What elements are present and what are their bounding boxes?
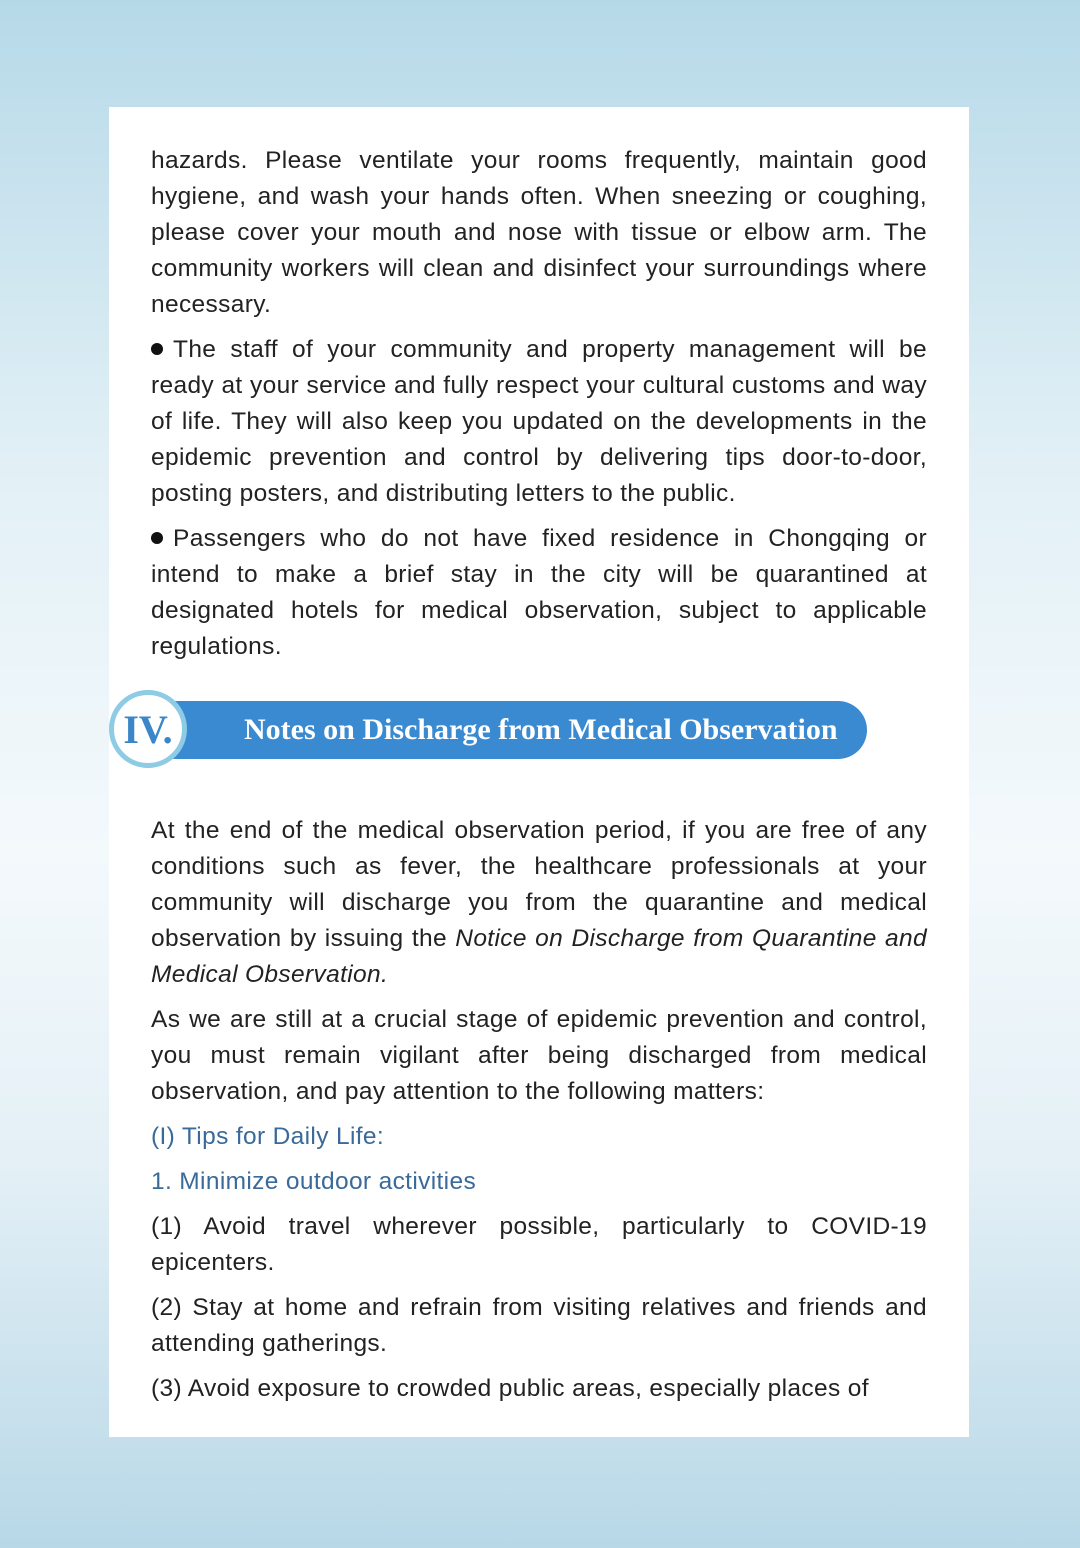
bullet-item-staff: The staff of your community and property management will be ready at your service and fully respect your cultural customs and way of life. They will also keep you updated on the developments in the epidemic prevention and control by delivering tips door-to-door, posting posters, and distributing letters to the public. (151, 336, 927, 507)
section-numeral: IV. (123, 706, 173, 752)
bullet-item-passengers: Passengers who do not have fixed residence in Chongqing or intend to make a brief stay in the city will be quarantined at designated hotels for medical observation, subject to applicable regulations. (151, 525, 927, 660)
paragraph-hazards: hazards. Please ventilate your rooms frequently, maintain good hygiene, and wash your hands often. When sneezing or coughing, please cover your mouth and nose with tissue or elbow arm. The community workers will clean and disinfect your surroundings where necessary. (151, 147, 927, 318)
list-item-avoid-crowds: (3) Avoid exposure to crowded public areas, especially places of (151, 1375, 869, 1402)
document-page (109, 107, 969, 1437)
bullet-icon (151, 343, 163, 355)
bottom-text-section (151, 813, 927, 1416)
bullet-icon (151, 532, 163, 544)
paragraph-vigilant: As we are still at a crucial stage of epidemic prevention and control, you must remain vigilant after being discharged from medical observation, and pay attention to the following matters: (151, 1006, 927, 1105)
top-text-section (151, 143, 927, 674)
section-number-badge (109, 690, 187, 768)
list-item-avoid-travel: (1) Avoid travel wherever possible, particularly to COVID-19 epicenters. (151, 1213, 927, 1276)
section-title: Notes on Discharge from Medical Observation (244, 713, 838, 746)
section-header-bar (147, 701, 867, 759)
notice-title: Notice on Discharge from Quarantine and Medical Observation. (151, 925, 927, 988)
subheading-minimize-outdoor: 1. Minimize outdoor activities (151, 1168, 477, 1195)
list-item-stay-home: (2) Stay at home and refrain from visiting relatives and friends and attending gatherings. (151, 1294, 927, 1357)
paragraph-discharge: At the end of the medical observation period, if you are free of any conditions such as fever, the healthcare professionals at your community will discharge you from the quarantine and medical observation by issuing the Notice on Discharge from Quarantine and Medical Observation. (151, 817, 927, 988)
subheading-daily-life: (I) Tips for Daily Life: (151, 1123, 385, 1150)
section-header (109, 697, 869, 763)
